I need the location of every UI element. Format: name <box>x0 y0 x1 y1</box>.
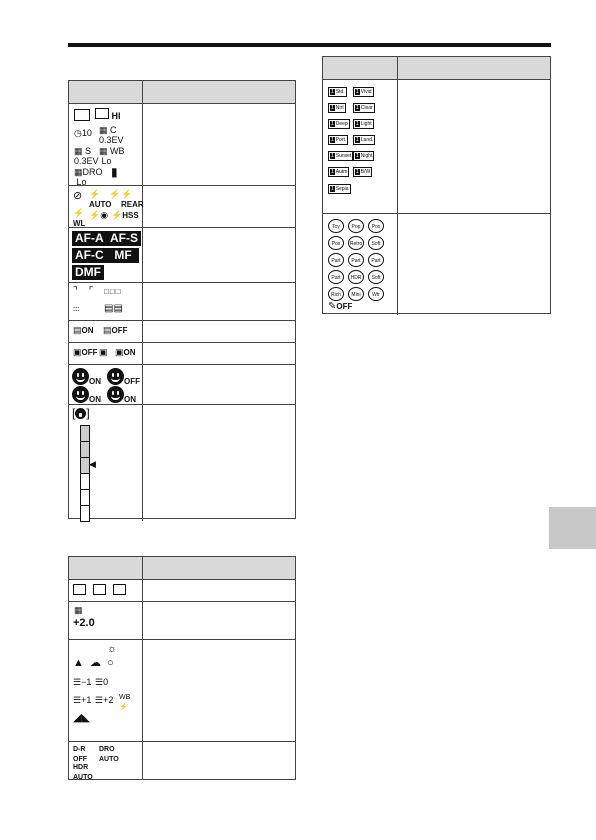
custom-wb-icon: ◢◣ <box>73 712 90 724</box>
incandescent-icon: ○ <box>107 657 114 669</box>
face-register-on-icon <box>72 386 89 403</box>
center-metering-icon <box>93 584 106 597</box>
fluor-minus1-icon: ☰−1 <box>73 677 92 687</box>
sunny-icon: ☼ <box>107 643 118 655</box>
shade-icon: ▲ <box>73 657 84 669</box>
frame-on-icon: ▤ON <box>73 325 94 335</box>
creative-style-table <box>322 56 551 314</box>
multi-metering-icon <box>73 584 86 597</box>
table-header <box>69 81 295 104</box>
table-row <box>69 343 295 365</box>
fluor-0-icon: ☰0 <box>95 677 109 687</box>
smile-frame-icon: [ ] <box>72 406 90 420</box>
effect-wtr-icon: Wtr <box>368 287 384 301</box>
af-s-label: AF-S <box>107 231 141 246</box>
fluor-plus2-icon: ☰+2 <box>95 695 114 705</box>
table-row <box>69 321 295 343</box>
style-clear-icon: 1 Clear <box>353 103 375 113</box>
table-row <box>323 214 550 315</box>
effect-pos-2-icon: Pos <box>328 236 344 250</box>
face-off-label: OFF <box>124 377 140 386</box>
hdr-auto-icon: HDR AUTO <box>73 764 93 781</box>
table-header <box>323 57 550 80</box>
hss-icon: ⚡HSS <box>111 210 139 220</box>
fluor-plus1-icon: ☰+1 <box>73 695 92 705</box>
smile-detect-on-icon <box>107 386 124 403</box>
table-row <box>69 580 295 602</box>
zone-af-icon: □□□ <box>104 287 122 296</box>
face-detect-off-icon <box>107 368 124 385</box>
style-ntrl-icon: 1 Ntrl <box>328 103 346 113</box>
wide-af-icon: ⌝ ⌜ <box>73 286 94 297</box>
style-land-icon: 1 Land. <box>353 135 375 145</box>
style-port-icon: 1 Port. <box>328 135 348 145</box>
dmf-label: DMF <box>72 265 104 280</box>
table-row <box>69 104 295 186</box>
cloudy-icon: ☁ <box>90 657 101 669</box>
effect-rich-icon: Rich <box>328 287 344 301</box>
bracket-dro-icon: ▦DRO Lo <box>74 167 103 187</box>
sensitivity-scale-icon <box>80 425 90 522</box>
table-row <box>69 365 295 405</box>
table-row <box>323 80 550 214</box>
style-deep-icon: 1 Deep <box>328 119 350 129</box>
effect-retro-icon: Retro <box>348 236 364 250</box>
table-row <box>69 228 295 283</box>
red-eye-icon: ⚡◉ <box>89 210 109 220</box>
side-tab <box>549 507 596 549</box>
style-light-icon: 1 Light <box>353 119 374 129</box>
style-autm-icon: 1 Autm <box>328 167 349 177</box>
dro-off-icon: D-R OFF <box>73 746 87 763</box>
effect-part-y-icon: Part <box>328 270 344 284</box>
dro-auto-icon: DRO AUTO <box>99 746 119 763</box>
portrait-auto-icon: ▣ <box>99 347 108 357</box>
style-night-icon: 1 Night <box>353 151 374 161</box>
effect-part-b-icon: Part <box>368 253 384 267</box>
single-shot-icon <box>74 109 90 123</box>
rear-sync-icon: ⚡ REAR <box>121 189 144 209</box>
style-std-icon: 1 Std. <box>328 87 347 97</box>
flash-auto-icon: ⚡ AUTO <box>89 189 112 209</box>
effect-soft-hk-icon: Soft <box>368 270 384 284</box>
top-rule <box>68 43 551 47</box>
style-sepia-icon: 1 Sepia <box>328 184 351 194</box>
table-row <box>69 602 295 640</box>
effect-soft-icon: Soft <box>368 236 384 250</box>
center-af-icon: ∶∶∶ <box>73 305 80 314</box>
self-timer-10-icon: ◷10 <box>74 128 92 138</box>
table-row <box>69 283 295 321</box>
portrait-on-icon: ▣ON <box>115 347 136 357</box>
effect-part-g-icon: Part <box>348 253 364 267</box>
smile-on-label: ON <box>124 395 136 404</box>
flash-wb-icon: WB ⚡ <box>119 694 131 711</box>
fill-flash-icon: ⚡ <box>109 189 121 199</box>
table-row <box>69 186 295 228</box>
flash-comp-icon: ▦ <box>74 605 83 615</box>
exposure-settings-table <box>68 556 296 780</box>
table-row <box>69 405 295 521</box>
recording-settings-table <box>68 80 296 519</box>
remote-icon: ▮ <box>111 165 118 179</box>
style-bw-icon: 1 B/W <box>353 167 372 177</box>
style-vivid-icon: 1 Vivid <box>353 87 374 97</box>
pointer-icon: ◀ <box>89 459 96 469</box>
effect-hdr-icon: HDR <box>348 270 364 284</box>
table-row <box>69 742 295 780</box>
face-detect-on-icon <box>72 368 89 385</box>
effect-pop-icon: Pop <box>348 219 364 233</box>
table-row <box>69 640 295 742</box>
af-c-label: AF-C <box>72 248 107 263</box>
bracket-s-icon: ▦ S 0.3EV <box>74 146 99 166</box>
face-on-label: ON <box>89 377 101 386</box>
effect-off-icon: ✎OFF <box>328 301 353 312</box>
style-sunset-icon: 1 Sunset <box>328 151 353 161</box>
face-on-label-2: ON <box>89 395 101 404</box>
flash-comp-value: +2.0 <box>73 617 95 629</box>
effect-toy-icon: Toy <box>328 219 344 233</box>
frame-off-icon: ▤OFF <box>103 325 128 335</box>
spot-metering-icon <box>113 584 126 597</box>
bracket-wb-icon: ▦ WB Lo <box>99 146 125 166</box>
portrait-off-icon: ▣OFF <box>73 347 98 357</box>
wireless-flash-icon: ⚡ WL <box>73 208 86 228</box>
spot-af-icon: ▤▤ <box>104 303 123 314</box>
af-a-label: AF-A <box>72 231 107 246</box>
effect-pos-icon: Pos <box>368 219 384 233</box>
bracket-c-icon: ▦ C 0.3EV <box>99 125 124 145</box>
continuous-hi-icon: HI <box>95 108 121 121</box>
effect-mini-icon: Mini <box>348 287 364 301</box>
flash-off-icon: ⊘ <box>73 190 83 202</box>
effect-part-r-icon: Part <box>328 253 344 267</box>
table-header <box>69 557 295 580</box>
mf-label: MF <box>107 248 139 263</box>
